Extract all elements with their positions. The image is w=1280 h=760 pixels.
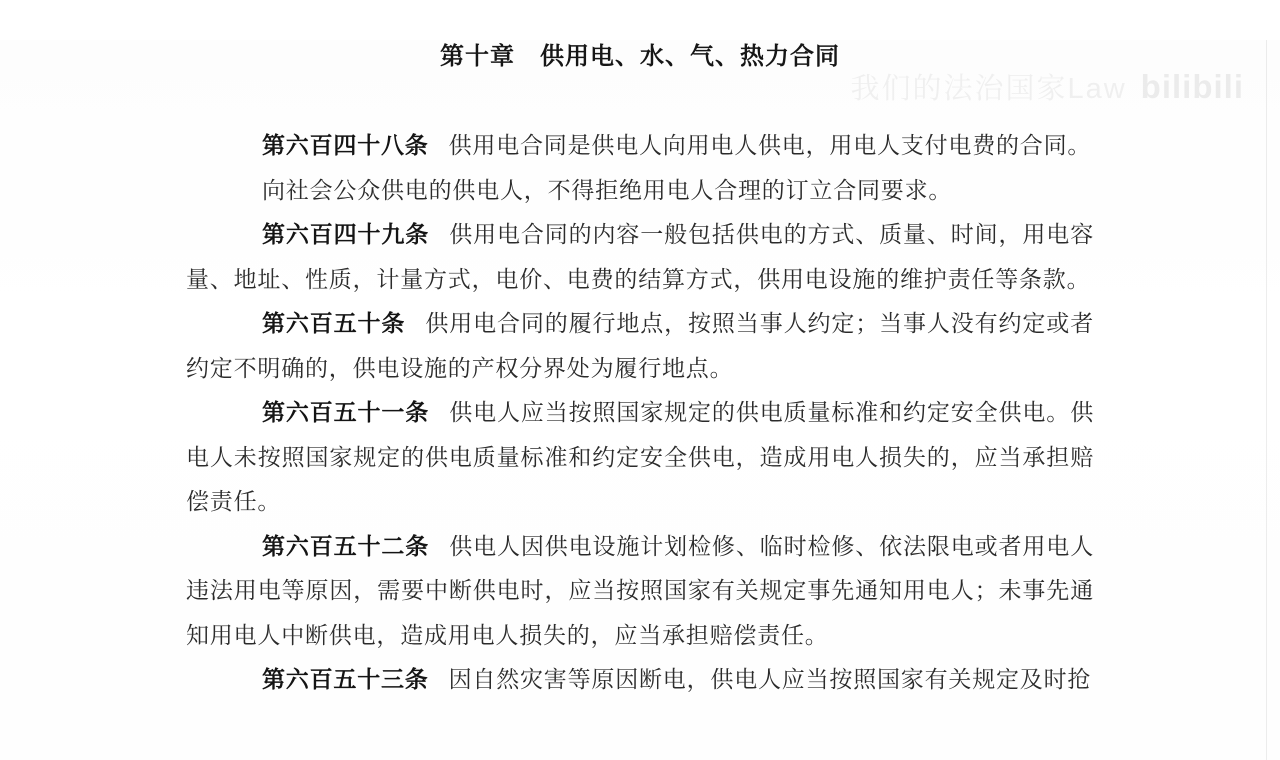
chapter-title: 第十章 供用电、水、气、热力合同 [440, 44, 840, 70]
article-text: 因自然灾害等原因断电，供电人应当按照国家有关规定及时抢 [448, 667, 1092, 692]
article-650-paragraph [186, 302, 1094, 391]
article-651-paragraph [186, 391, 1094, 525]
document-body [186, 124, 1094, 703]
page-edge-divider [1266, 40, 1267, 760]
document-page [0, 40, 1280, 760]
article-number: 第六百四十九条 [262, 222, 430, 247]
watermark-channel-text: 我们的法治国家Law [850, 73, 1127, 105]
article-number: 第六百五十一条 [262, 400, 430, 425]
article-number: 第六百五十三条 [262, 667, 429, 692]
article-652-paragraph [186, 525, 1094, 659]
document-content [186, 40, 1094, 703]
article-text: 向社会公众供电的供电人，不得拒绝用电人合理的订立合同要求。 [262, 177, 953, 203]
article-text: 供用电合同的履行地点，按照当事人约定；当事人没有约定或者约定不明确的，供电设施的产权分界处为履行地点。 [186, 311, 1094, 381]
article-number: 第六百四十八条 [262, 133, 429, 158]
article-text: 供电人因供电设施计划检修、临时检修、依法限电或者用电人违法用电等原因，需要中断供电时，应当按照国家有关规定事先通知用电人；未事先通知用电人中断供电，造成用电人损失的，应当承担赔偿责任。 [186, 533, 1094, 648]
article-text: 供用电合同是供电人向用电人供电，用电人支付电费的合同。 [448, 133, 1092, 158]
bilibili-logo-text: bilibili [1140, 68, 1244, 105]
article-text: 供用电合同的内容一般包括供电的方式、质量、时间，用电容量、地址、性质，计量方式，电价、电费的结算方式，供用电设施的维护责任等条款。 [186, 222, 1094, 292]
article-649-paragraph [186, 213, 1094, 302]
article-text: 供电人应当按照国家规定的供电质量标准和约定安全供电。供电人未按照国家规定的供电质量标准和约定安全供电，造成用电人损失的，应当承担赔偿责任。 [186, 400, 1094, 514]
article-number: 第六百五十条 [262, 311, 406, 336]
article-653-paragraph [186, 658, 1094, 703]
article-648-paragraph-1 [186, 124, 1094, 169]
article-648-paragraph-2 [186, 169, 1094, 214]
article-number: 第六百五十二条 [262, 533, 430, 559]
